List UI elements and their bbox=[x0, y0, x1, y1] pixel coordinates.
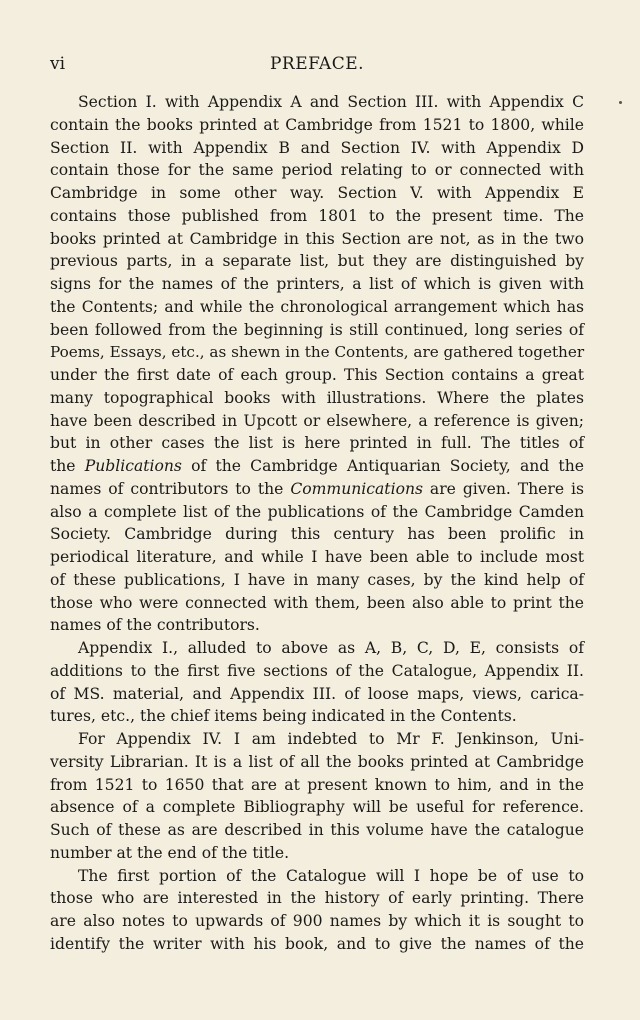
italic-title: Publications bbox=[84, 457, 182, 475]
text-line: books printed at Cambridge in this Section are not, as in the two bbox=[50, 229, 584, 248]
text-line: additions to the first five sections of the Catalogue, Appendix II. bbox=[50, 661, 584, 680]
text-line: those who were connected with them, been also able to print the bbox=[50, 593, 584, 612]
text-line: been followed from the beginning is still continued, long series of bbox=[50, 320, 584, 339]
text-line: absence of a complete Bibliography will be useful for reference. bbox=[50, 798, 584, 817]
text-line: versity Librarian. It is a list of all the books printed at Cambridge bbox=[50, 752, 584, 771]
text-line: Section I. with Appendix A and Section III. with Appendix C bbox=[78, 93, 584, 111]
text-line: tures, etc., the chief items being indicated in the Contents. bbox=[50, 707, 517, 726]
text-line: Such of these as are described in this volume have the catalogue bbox=[50, 821, 584, 839]
text-line: The first portion of the Catalogue will I hope be of use to bbox=[78, 866, 584, 885]
text-line: Society. Cambridge during this century has been prolific in bbox=[50, 525, 584, 544]
text-fragment: are given. There is bbox=[429, 479, 584, 498]
text-line: under the first date of each group. This Section contains a great bbox=[50, 366, 584, 384]
running-title: PREFACE. bbox=[269, 54, 365, 74]
text-line: contain those for the same period relating to or connected with bbox=[50, 161, 584, 180]
text-line: of these publications, I have in many cases, by the kind help of bbox=[50, 570, 584, 589]
italic-title: Communications bbox=[290, 479, 423, 498]
text-line: Cambridge in some other way. Section V. with Appendix E bbox=[50, 184, 584, 202]
text-line: the Contents; and while the chronological arrangement which has bbox=[50, 297, 584, 316]
text-line: are also notes to upwards of 900 names by which it is sought to bbox=[50, 912, 584, 930]
paper-speck bbox=[619, 101, 622, 104]
text-line: those who are interested in the history of early printing. There bbox=[50, 889, 584, 908]
text-line: from 1521 to 1650 that are at present known to him, and in the bbox=[50, 775, 584, 794]
text-line: contain the books printed at Cambridge from 1521 to 1800, while bbox=[50, 115, 584, 134]
text-line: have been described in Upcott or elsewhere, a reference is given; bbox=[50, 411, 584, 430]
text-line: many topographical books with illustrations. Where the plates bbox=[50, 388, 584, 407]
text-line bbox=[50, 478, 584, 501]
page-header bbox=[50, 54, 584, 80]
text-line: also a complete list of the publications of the Cambridge Camden bbox=[50, 502, 584, 521]
text-line bbox=[50, 455, 584, 478]
text-line: number at the end of the title. bbox=[50, 843, 290, 862]
text-line: of MS. material, and Appendix III. of loose maps, views, carica- bbox=[50, 684, 584, 703]
text-line: Poems, Essays, etc., as shewn in the Contents, are gathered together bbox=[50, 343, 585, 362]
text-fragment: names of contributors to the bbox=[50, 479, 284, 498]
text-line: identify the writer with his book, and to give the names of the bbox=[50, 934, 584, 953]
text-fragment: the bbox=[50, 457, 76, 475]
paragraph bbox=[50, 865, 584, 956]
text-line: Appendix I., alluded to above as A, B, C, D, E, consists of bbox=[78, 639, 584, 657]
paragraph bbox=[50, 728, 584, 865]
text-fragment: of the Cambridge Antiquarian Society, and the bbox=[191, 457, 584, 475]
text-line: For Appendix IV. I am indebted to Mr F. Jenkinson, Uni- bbox=[78, 730, 584, 748]
paragraph bbox=[50, 637, 584, 728]
text-line: periodical literature, and while I have been able to include most bbox=[50, 548, 584, 566]
text-line: signs for the names of the printers, a list of which is given with bbox=[50, 275, 584, 293]
text-line: but in other cases the list is here printed in full. The titles of bbox=[50, 434, 584, 453]
text-line: contains those published from 1801 to the present time. The bbox=[50, 206, 584, 225]
body-text bbox=[50, 91, 584, 956]
text-line: names of the contributors. bbox=[50, 616, 260, 635]
text-line: Section II. with Appendix B and Section IV. with Appendix D bbox=[50, 138, 584, 157]
page-number: vi bbox=[50, 54, 66, 74]
paragraph bbox=[50, 91, 584, 637]
text-line: previous parts, in a separate list, but they are distinguished by bbox=[50, 252, 584, 271]
